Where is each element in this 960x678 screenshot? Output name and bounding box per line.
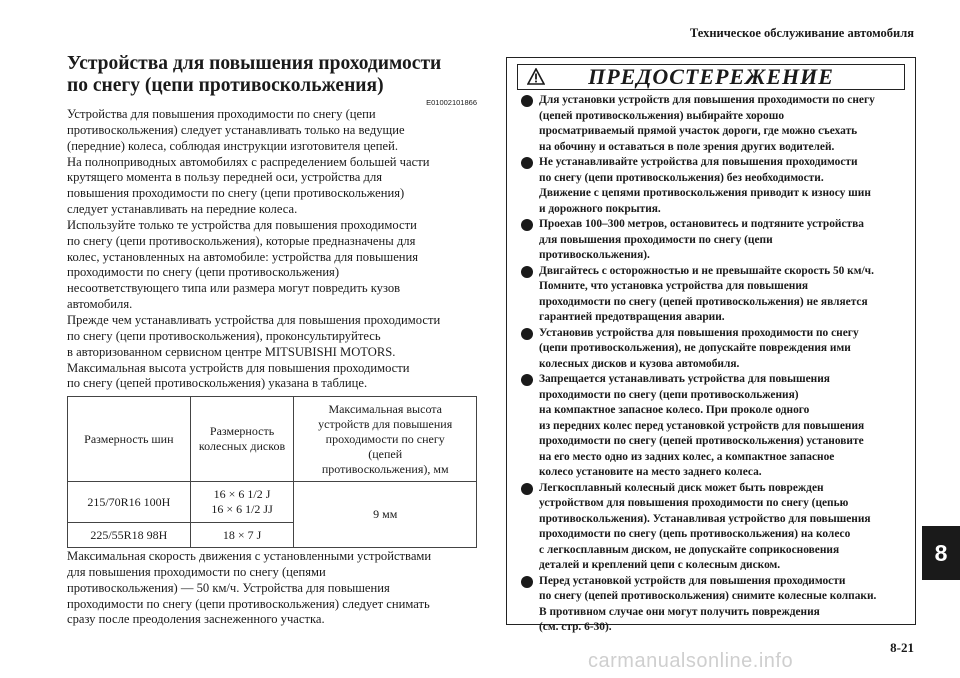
- bullet-dot-icon: [521, 157, 533, 169]
- header-max-height: Максимальная высота устройств для повышения проходимости по снегу (цепей противоскольжения), мм: [294, 397, 477, 482]
- warning-item: [521, 217, 909, 264]
- chapter-tab: 8: [922, 526, 960, 580]
- warning-item: [521, 264, 909, 326]
- warning-item-text: Для установки устройств для повышения проходимости по снегу (цепей противоскольжения) выбирайте хорошо просматриваемый прямой участок дороги, где можно съехать на обочину и оставаться в поле зрения других водителей.: [539, 94, 875, 153]
- bullet-dot-icon: [521, 576, 533, 588]
- warning-item-text: Запрещается устанавливать устройства для повышения проходимости по снегу (цепи противоскольжения) на компактное запасное колесо. При проколе одного из передних колес перед установкой устройств для повышения проходимости по снегу (цепей противоскольжения) установите на его место одно из задних колес, а компактное запасное колесо установите на место заднего колеса.: [539, 373, 865, 478]
- warning-item-text: Проехав 100–300 метров, остановитесь и подтяните устройства для повышения проходимости по снегу (цепи противоскольжения).: [539, 218, 864, 261]
- warning-triangle-icon: [527, 68, 545, 90]
- tire-size-cell: 215/70R16 100H: [68, 482, 191, 523]
- warning-item: [521, 93, 909, 155]
- warning-item-text: Перед установкой устройств для повышения проходимости по снегу (цепей противоскольжения) снимите колесные колпаки. В противном случае они могут получить повреждения (см. стр. 6-30).: [539, 574, 877, 633]
- spec-table: [67, 396, 477, 548]
- table-header-row: [68, 397, 477, 482]
- warning-title: ПРЕДОСТЕРЕЖЕНИЕ: [588, 64, 834, 89]
- bullet-dot-icon: [521, 266, 533, 278]
- bullet-dot-icon: [521, 95, 533, 107]
- warning-item-text: Не устанавливайте устройства для повышения проходимости по снегу (цепи противоскольжения) без необходимости. Движение с цепями противоскольжения приводит к износу шин и дорожного покрытия.: [539, 156, 871, 215]
- article-body: Устройства для повышения проходимости по снегу (цепи противоскольжения) следует устанавливать только на ведущие (передние) колеса, соблюдая инструкции изготовителя цепей. На полноприводных автомобилях с распределением большей части крутящего момента в пользу передней оси, устройства для повышения проходимости по снегу (цепи противоскольжения) следует устанавливать на передние колеса. Используйте только те устройства для повышения проходимости по снегу (цепи противоскольжения), которые предназначены для колес, установленных на автомобиле: устройства для повышения проходимости по снегу (цепи противоскольжения) несоответствующего типа или размера могут повредить кузов автомобиля. Прежде чем устанавливать устройства для повышения проходимости по снегу (цепи противоскольжения), проконсультируйтесь в авторизованном сервисном центре MITSUBISHI MOTORS. Максимальная высота устройств для повышения проходимости по снегу (цепей противоскольжения) указана в таблице.: [67, 107, 441, 391]
- article-code: E01002101866: [426, 98, 477, 107]
- header-tire-size: Размерность шин: [68, 397, 191, 482]
- header-wheel-size: Размерность колесных дисков: [190, 397, 294, 482]
- warning-item: [521, 481, 909, 574]
- warning-item: [521, 326, 909, 373]
- article-after-table: Максимальная скорость движения с установленными устройствами для повышения проходимости по снегу (цепями противоскольжения) — 50 км/ч. Устройства для повышения проходимости по снегу (цепи противоскольжения) следует снимать сразу после преодоления заснеженного участка.: [67, 549, 432, 627]
- bullet-dot-icon: [521, 328, 533, 340]
- warning-item: [521, 155, 909, 217]
- warning-box: [506, 57, 916, 633]
- page-number: 8-21: [890, 640, 914, 655]
- bullet-dot-icon: [521, 219, 533, 231]
- warning-item: [521, 372, 909, 481]
- article: [67, 53, 477, 392]
- max-height-cell: 9 мм: [294, 482, 477, 548]
- warning-item-text: Легкосплавный колесный диск может быть поврежден устройством для повышения проходимости по снегу (цепью противоскольжения). Устанавливая устройство для повышения проходимости по снегу (цепь противоскольжения) на колесо с легкосплавным диском, не допускайте соприкосновения деталей и креплений цепи с колесным диском.: [539, 481, 871, 571]
- warning-item: [521, 574, 909, 636]
- wheel-size-cell: 16 × 6 1/2 J 16 × 6 1/2 JJ: [190, 482, 294, 523]
- watermark: carmanualsonline.info: [588, 650, 794, 672]
- tire-size-cell: 225/55R18 98H: [68, 523, 191, 548]
- bullet-dot-icon: [521, 483, 533, 495]
- warning-item-text: Двигайтесь с осторожностью и не превышайте скорость 50 км/ч. Помните, что установка устройства для повышения проходимости по снегу (цепей противоскольжения) не является гарантией предотвращения аварии.: [539, 264, 874, 323]
- article-title-text: Устройства для повышения проходимости по снегу (цепи противоскольжения): [67, 53, 442, 96]
- table-row: [68, 482, 477, 523]
- warning-list: [521, 93, 909, 636]
- wheel-size-cell: 18 × 7 J: [190, 523, 294, 548]
- warning-header: [517, 64, 905, 90]
- warning-item-text: Установив устройства для повышения проходимости по снегу (цепи противоскольжения), не допускайте повреждения ими колесных дисков и кузова автомобиля.: [539, 326, 859, 370]
- section-header: Техническое обслуживание автомобиля: [689, 26, 914, 40]
- bullet-dot-icon: [521, 374, 533, 386]
- article-title: [67, 53, 477, 97]
